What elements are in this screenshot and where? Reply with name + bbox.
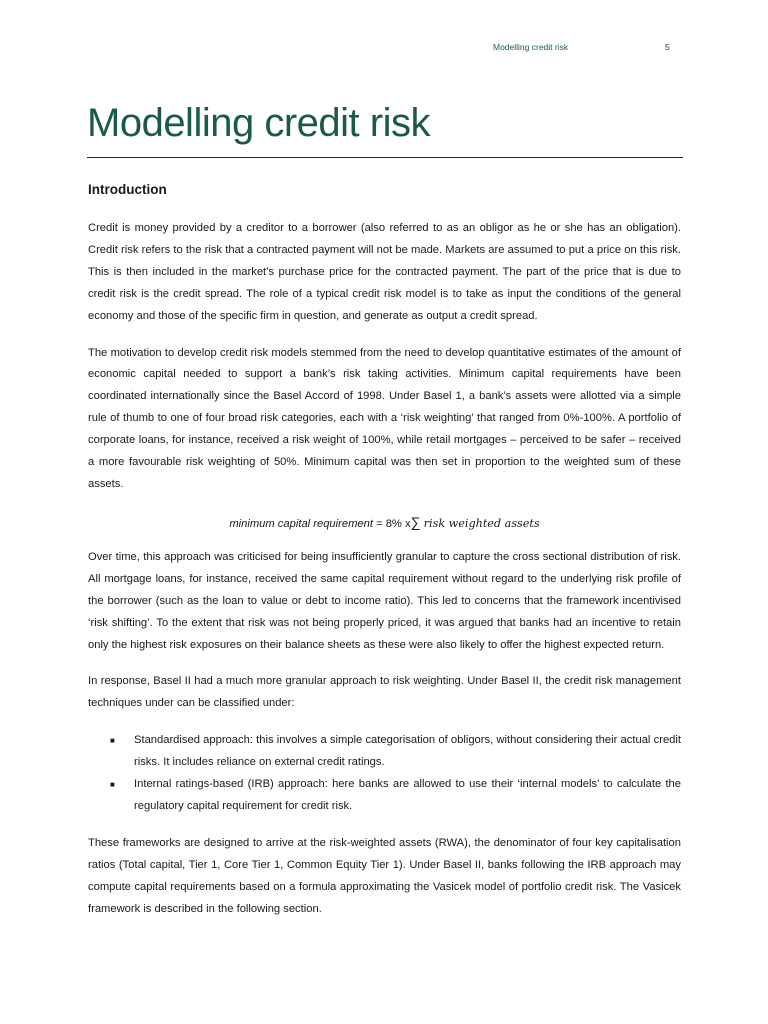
list-item <box>88 730 681 774</box>
summation-symbol: ∑ <box>410 513 421 530</box>
paragraph-credit-definition: Credit is money provided by a creditor to a borrower (also referred to as an obligor as he or she has an obligation). Credit risk refers to the risk that a contracted payment will not be made. Markets are assumed to put a price on this risk. This is then included in the market’s purchase price for the contracted payment. The part of the price that is due to credit risk is the credit spread. The role of a typical credit risk model is to take as input the conditions of the general economy and those of the specific firm in question, and generate as output a credit spread. <box>88 222 681 322</box>
formula-expression: risk weighted assets <box>423 516 540 530</box>
paragraph-basel-ii: In response, Basel II had a much more granular approach to risk weighting. Under Basel II, the credit risk management techniques under can be classified under: <box>88 675 681 710</box>
page-number: 5 <box>665 42 670 52</box>
list-item-text: Internal ratings-based (IRB) approach: here banks are allowed to use their ‘internal models’ to calculate the regulatory capital requirement for credit risk. <box>134 778 681 812</box>
approach-list <box>88 730 681 818</box>
list-item-text: Standardised approach: this involves a simple categorisation of obligors, without considering their actual credit risks. It includes reliance on external credit ratings. <box>134 734 681 769</box>
list-item <box>88 774 681 818</box>
title-divider <box>87 157 683 158</box>
square-bullet-icon: ■ <box>110 736 115 746</box>
running-header <box>0 42 768 56</box>
square-bullet-icon: ■ <box>110 780 115 790</box>
running-title: Modelling credit risk <box>493 42 569 52</box>
page-body <box>88 180 681 935</box>
capital-formula <box>88 511 681 535</box>
paragraph-motivation: The motivation to develop credit risk models stemmed from the need to develop quantitative estimates of the amount of economic capital needed to support a bank’s risk taking activities. Minimum capital requirements have been coordinated internationally since the Basel Accord of 1998. Under Basel 1, a bank’s assets were allotted via a simple rule of thumb to one of four broad risk categories, each with a ‘risk weighting’ that ranged from 0%-100%. A portfolio of corporate loans, for instance, received a risk weight of 100%, while retail mortgages – perceived to be safer – received a more favourable risk weighting of 50%. Minimum capital was then set in proportion to the weighted sum of these assets. <box>88 346 681 490</box>
section-heading: Introduction <box>88 182 167 197</box>
formula-operator: = 8% x <box>376 517 411 530</box>
chapter-title: Modelling credit risk <box>87 101 430 145</box>
formula-label: minimum capital requirement <box>229 517 373 530</box>
paragraph-frameworks: These frameworks are designed to arrive at the risk-weighted assets (RWA), the denominator of four key capitalisation ratios (Total capital, Tier 1, Core Tier 1, Common Equity Tier 1). Under Basel II, banks following the IRB approach may compute capital requirements based on a formula approximating the Vasicek model of portfolio credit risk. The Vasicek framework is described in the following section. <box>88 836 681 915</box>
paragraph-criticism: Over time, this approach was criticised for being insufficiently granular to capture the cross sectional distribution of risk. All mortgage loans, for instance, received the same capital requirement without regard to the underlying risk profile of the borrower (such as the loan to value or debt to income ratio). This led to concerns that the framework incentivised ‘risk shifting’. To the extent that risk was not being properly priced, it was argued that banks had an incentive to retain only the highest risk exposures on their balance sheets as these were also likely to offer the highest expected return. <box>88 550 681 651</box>
